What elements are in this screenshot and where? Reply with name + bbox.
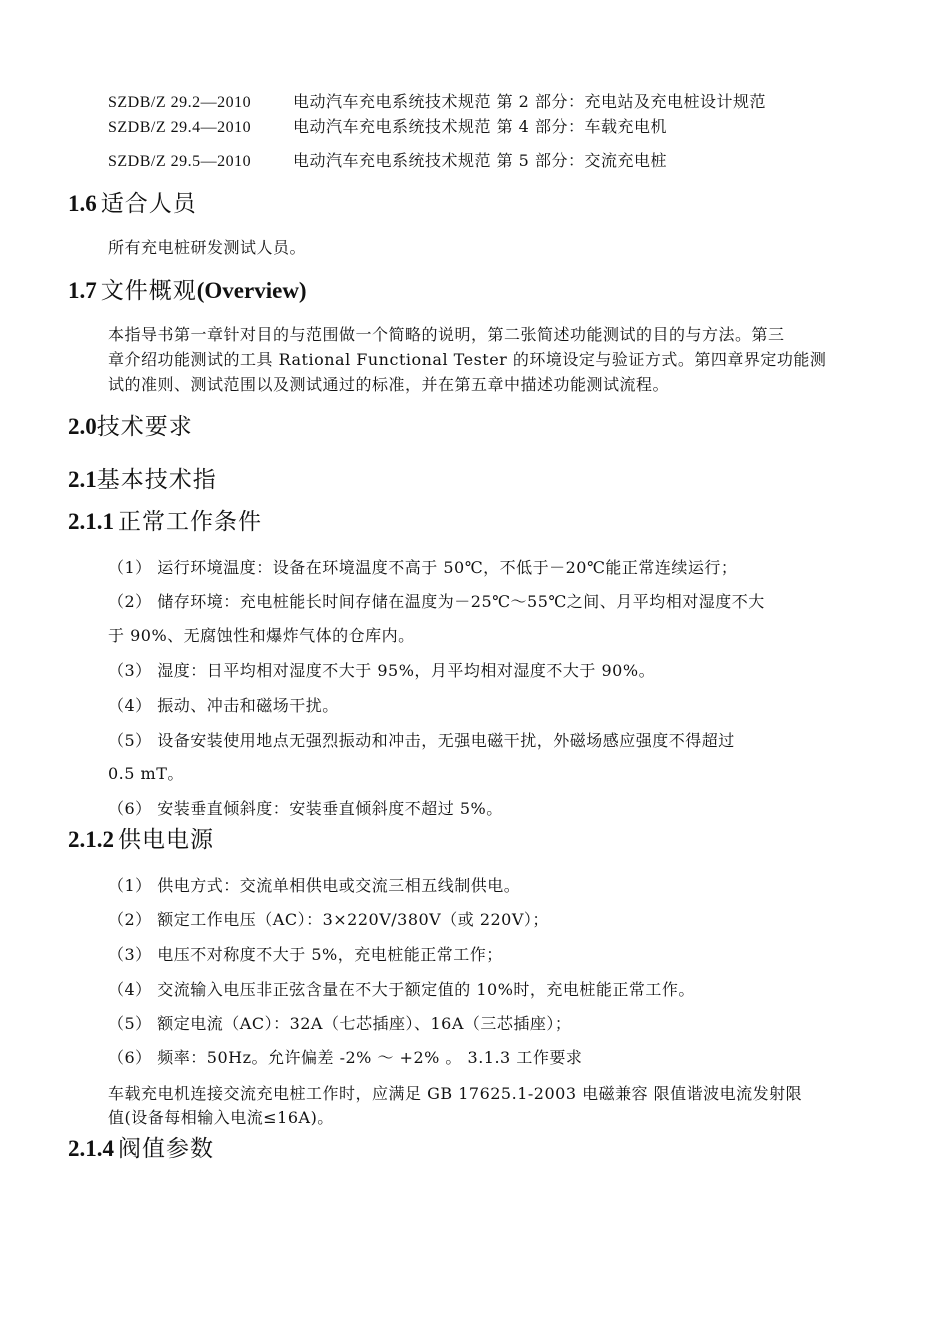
section-number: 2.1.4: [68, 1136, 114, 1161]
paragraph-line: 章介绍功能测试的工具 Rational Functional Tester 的环境设定与验证方式。第四章界定功能测: [108, 350, 827, 369]
reference-code: SZDB/Z 29.5—2010: [108, 153, 252, 170]
list-item: （2） 储存环境：充电桩能长时间存储在温度为－25℃～55℃之间、月平均相对湿度不大: [108, 592, 765, 611]
section-heading-2-1: [68, 466, 217, 494]
list-item: （4） 交流输入电压非正弦含量在不大于额定值的 10%时，充电桩能正常工作。: [108, 980, 695, 999]
list-item: （4） 振动、冲击和磁场干扰。: [108, 696, 339, 715]
section-title: 阀值参数: [118, 1136, 214, 1162]
section-title-en: (Overview): [196, 278, 307, 303]
list-item: （3） 湿度：日平均相对湿度不大于 95%，月平均相对湿度不大于 90%。: [108, 661, 656, 680]
list-item-continued: 于 90%、无腐蚀性和爆炸气体的仓库内。: [108, 626, 415, 645]
paragraph-line: 值(设备每相输入电流≤16A)。: [108, 1108, 334, 1127]
section-number: 2.1: [68, 467, 97, 492]
section-heading-2-1-2: [68, 826, 214, 854]
reference-line: [108, 151, 667, 172]
list-item: （6） 频率：50Hz。允许偏差 -2% ～ +2% 。 3.1.3 工作要求: [108, 1048, 583, 1067]
reference-code: SZDB/Z 29.2—2010: [108, 94, 252, 111]
section-body: 所有充电桩研发测试人员。: [108, 238, 307, 257]
list-item: （1） 供电方式：交流单相供电或交流三相五线制供电。: [108, 876, 521, 895]
section-title: 供电电源: [118, 827, 214, 853]
section-number: 2.1.1: [68, 509, 114, 534]
section-heading-2-1-1: [68, 508, 262, 536]
reference-code: SZDB/Z 29.4—2010: [108, 119, 252, 136]
section-title: 正常工作条件: [118, 509, 262, 535]
section-heading-2-1-4: [68, 1135, 214, 1163]
list-item: （5） 额定电流（AC）：32A（七芯插座）、16A（三芯插座）；: [108, 1014, 572, 1033]
section-heading-2-0: [68, 413, 193, 441]
section-title: 技术要求: [96, 414, 193, 440]
section-title: 文件概观: [100, 278, 197, 304]
paragraph-line: 本指导书第一章针对目的与范围做一个简略的说明，第二张简述功能测试的目的与方法。第三: [108, 325, 785, 344]
paragraph-line: 车载充电机连接交流充电桩工作时，应满足 GB 17625.1-2003 电磁兼容 限值谐波电流发射限: [108, 1084, 803, 1103]
reference-title: 电动汽车充电系统技术规范 第 5 部分：交流充电桩: [293, 151, 667, 170]
list-item: （5） 设备安装使用地点无强烈振动和冲击，无强电磁干扰，外磁场感应强度不得超过: [108, 731, 735, 750]
list-item: （3） 电压不对称度不大于 5%，充电桩能正常工作；: [108, 945, 503, 964]
section-number: 2.0: [68, 414, 97, 439]
reference-title: 电动汽车充电系统技术规范 第 2 部分：充电站及充电桩设计规范: [293, 92, 766, 111]
section-number: 1.7: [68, 278, 97, 303]
list-item: （2） 额定工作电压（AC）：3×220V/380V（或 220V）；: [108, 910, 549, 929]
reference-line: [108, 117, 667, 138]
section-number: 2.1.2: [68, 827, 114, 852]
section-title: 基本技术指: [96, 467, 217, 493]
section-heading-1-7: [68, 277, 307, 305]
section-title: 适合人员: [100, 191, 197, 217]
section-heading-1-6: [68, 190, 197, 218]
reference-line: [108, 92, 766, 113]
list-item: （6） 安装垂直倾斜度：安装垂直倾斜度不超过 5%。: [108, 799, 503, 818]
paragraph-line: 试的准则、测试范围以及测试通过的标准，并在第五章中描述功能测试流程。: [108, 375, 670, 394]
list-item: （1） 运行环境温度：设备在环境温度不高于 50℃，不低于－20℃能正常连续运行；: [108, 558, 738, 577]
list-item-continued: 0.5 mT。: [108, 764, 184, 783]
section-number: 1.6: [68, 191, 97, 216]
reference-title: 电动汽车充电系统技术规范 第 4 部分：车载充电机: [293, 117, 667, 136]
